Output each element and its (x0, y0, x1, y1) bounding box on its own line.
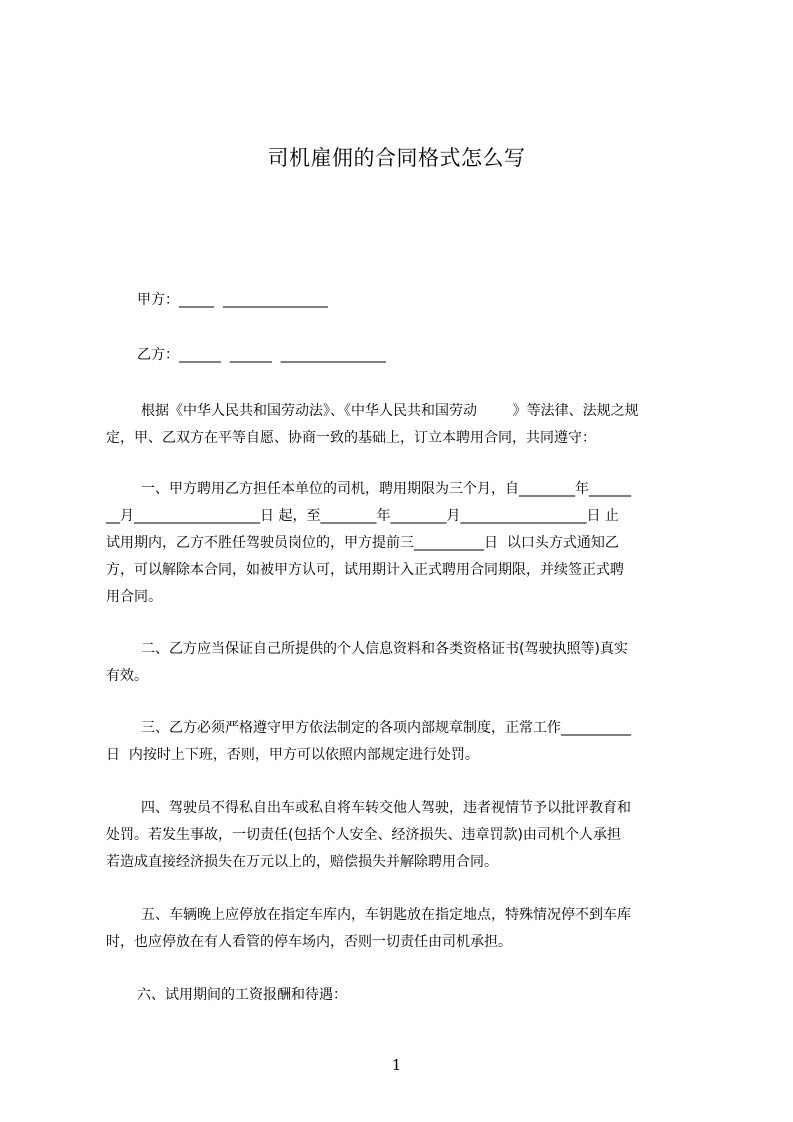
clause-1-line-4: 方，可以解除本合同，如被甲方认可，试用期计入正式聘用合同期限，并续签正式聘 (106, 562, 624, 578)
preamble-line-1: 根据《中华人民共和国劳动法》、《中华人民共和国劳动 》等法律、法规之规 (141, 403, 639, 419)
party-a-line: 甲方：_____ _______________ (137, 292, 328, 308)
clause-5-line-1: 五、车辆晚上应停放在指定车库内，车钥匙放在指定地点，特殊情况停不到车库 (141, 907, 631, 923)
clause-2-line-1: 二、乙方应当保证自己所提供的个人信息资料和各类资格证书(驾驶执照等)真实 (141, 641, 628, 657)
page-number: 1 (391, 1056, 402, 1074)
clause-4-line-1: 四、驾驶员不得私自出车或私自将车转交他人驾驶，违者视情节予以批评教育和 (141, 800, 631, 816)
clause-1-line-5: 用合同。 (106, 589, 162, 605)
clause-1-line-2: __月__________________日 起，至________年________月__________________日 止 (106, 508, 619, 524)
clause-3-line-2: 日 内按时上下班，否则，甲方可以依照内部规定进行处罚。 (106, 747, 479, 763)
clause-6-line: 六、试用期间的工资报酬和待遇： (137, 987, 347, 1003)
clause-3-line-1: 三、乙方必须严格遵守甲方依法制定的各项内部规章制度，正常工作__________ (141, 720, 631, 736)
party-b-line: 乙方：______ ______ _______________ (137, 347, 386, 363)
clause-1-line-1: 一、甲方聘用乙方担任本单位的司机，聘用期限为三个月，自________年______ (141, 481, 631, 497)
clause-4-line-2: 处罚。若发生事故，一切责任(包括个人安全、经济损失、违章罚款)由司机个人承担 (106, 827, 621, 843)
document-title: 司机雇佣的合同格式怎么写 (267, 146, 526, 170)
clause-5-line-2: 时，也应停放在有人看管的停车场内，否则一切责任由司机承担。 (106, 934, 512, 950)
clause-4-line-3: 若造成直接经济损失在万元以上的，赔偿损失并解除聘用合同。 (106, 854, 498, 870)
clause-2-line-2: 有效。 (106, 668, 148, 684)
preamble-line-2: 定，甲、乙双方在平等自愿、协商一致的基础上，订立本聘用合同，共同遵守： (106, 430, 596, 446)
clause-1-line-3: 试用期内，乙方不胜任驾驶员岗位的，甲方提前三__________日 以口头方式通知乙 (106, 535, 619, 551)
